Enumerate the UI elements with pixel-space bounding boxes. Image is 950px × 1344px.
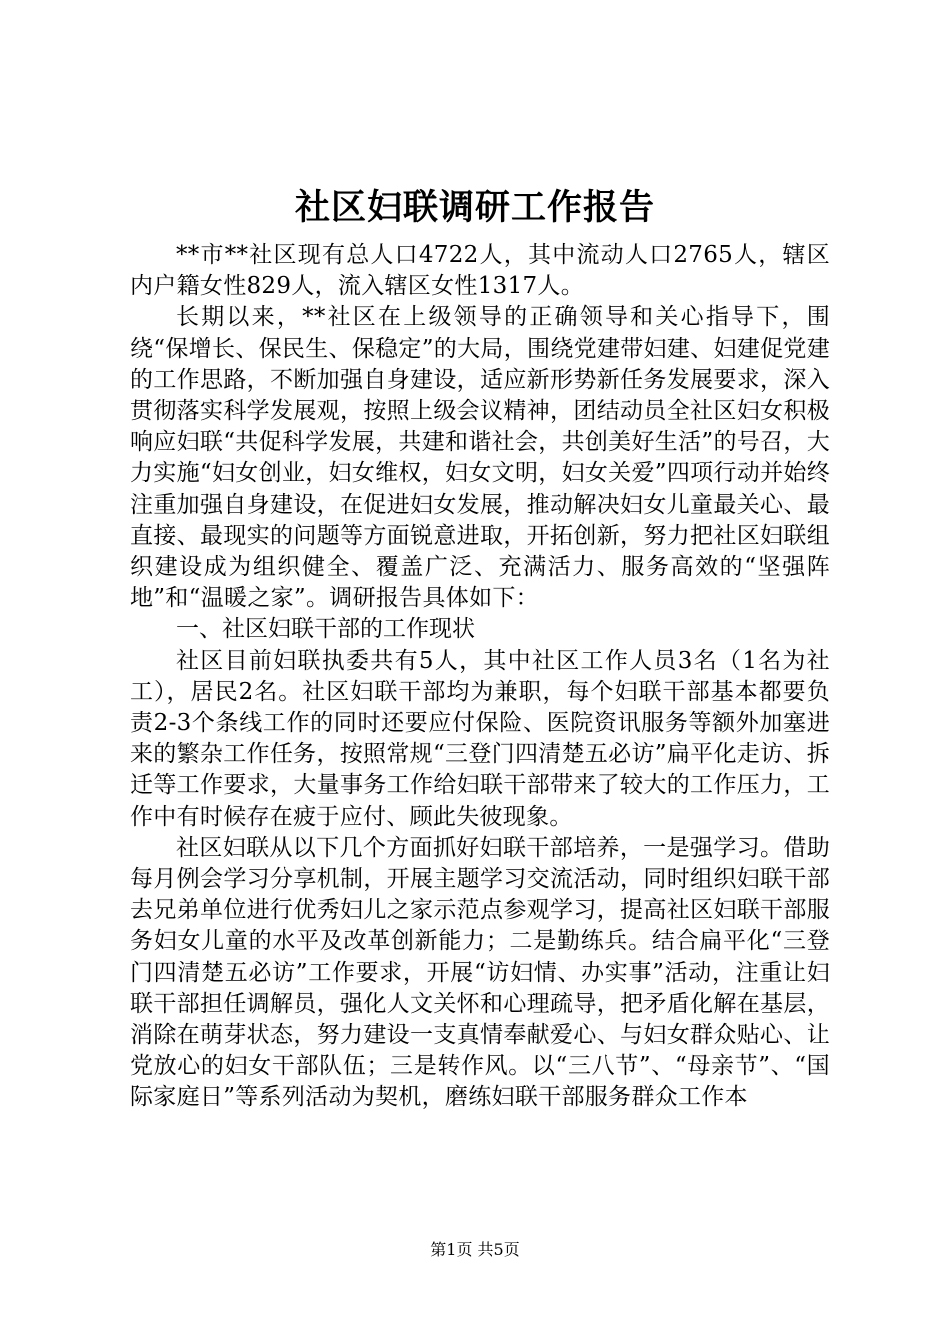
paragraph-population: **市**社区现有总人口4722人，其中流动人口2765人，辖区内户籍女性829人，流入辖区女性1317人。 — [130, 242, 830, 300]
document-title: 社区妇联调研工作报告 — [294, 187, 655, 228]
paragraph-cadre-training: 社区妇联从以下几个方面抓好妇联干部培养，一是强学习。借助每月例会学习分享机制，开展主题学习交流活动，同时组织妇联干部去兄弟单位进行优秀妇儿之家示范点参观学习，提高社区妇联干部服务妇女儿童的水平及改革创新能力；二是勤练兵。结合扁平化“三登门四清楚五必访”工作要求，开展“访妇情、办实事”活动，注重让妇联干部担任调解员，强化人文关怀和心理疏导，把矛盾化解在基层，消除在萌芽状态，努力建设一支真情奉献爱心、与妇女群众贴心、让党放心的妇女干部队伍；三是转作风。以“三八节”、“母亲节”、“国际家庭日”等系列活动为契机，磨练妇联干部服务群众工作本 — [130, 834, 830, 1111]
page-number-footer: 第1页 共5页 — [430, 1240, 520, 1259]
paragraph-overview: 长期以来，**社区在上级领导的正确领导和关心指导下，围绕“保增长、保民生、保稳定”的大局，围绕党建带妇建、妇建促党建的工作思路，不断加强自身建设，适应新形势新任务发展要求，深入贯彻落实科学发展观，按照上级会议精神，团结动员全社区妇女积极响应妇联“共促科学发展，共建和谐社会，共创美好生活”的号召，大力实施“妇女创业，妇女维权，妇女文明，妇女关爱”四项行动并始终注重加强自身建设，在促进妇女发展，推动解决妇女儿童最关心、最直接、最现实的问题等方面锐意进取，开拓创新，努力把社区妇联组织建设成为组织健全、覆盖广泛、充满活力、服务高效的“坚强阵地”和“温暖之家”。调研报告具体如下： — [130, 304, 830, 612]
section-heading-1: 一、社区妇联干部的工作现状 — [176, 616, 475, 643]
document-body — [130, 240, 830, 1114]
paragraph-cadre-status: 社区目前妇联执委共有5人，其中社区工作人员3名（1名为社工），居民2名。社区妇联干部均为兼职，每个妇联干部基本都要负责2-3个条线工作的同时还要应付保险、医院资讯服务等额外加塞进来的繁杂工作任务，按照常规“三登门四清楚五必访”扁平化走访、拆迁等工作要求，大量事务工作给妇联干部带来了较大的工作压力，工作中有时候存在疲于应付、顾此失彼现象。 — [130, 647, 830, 830]
